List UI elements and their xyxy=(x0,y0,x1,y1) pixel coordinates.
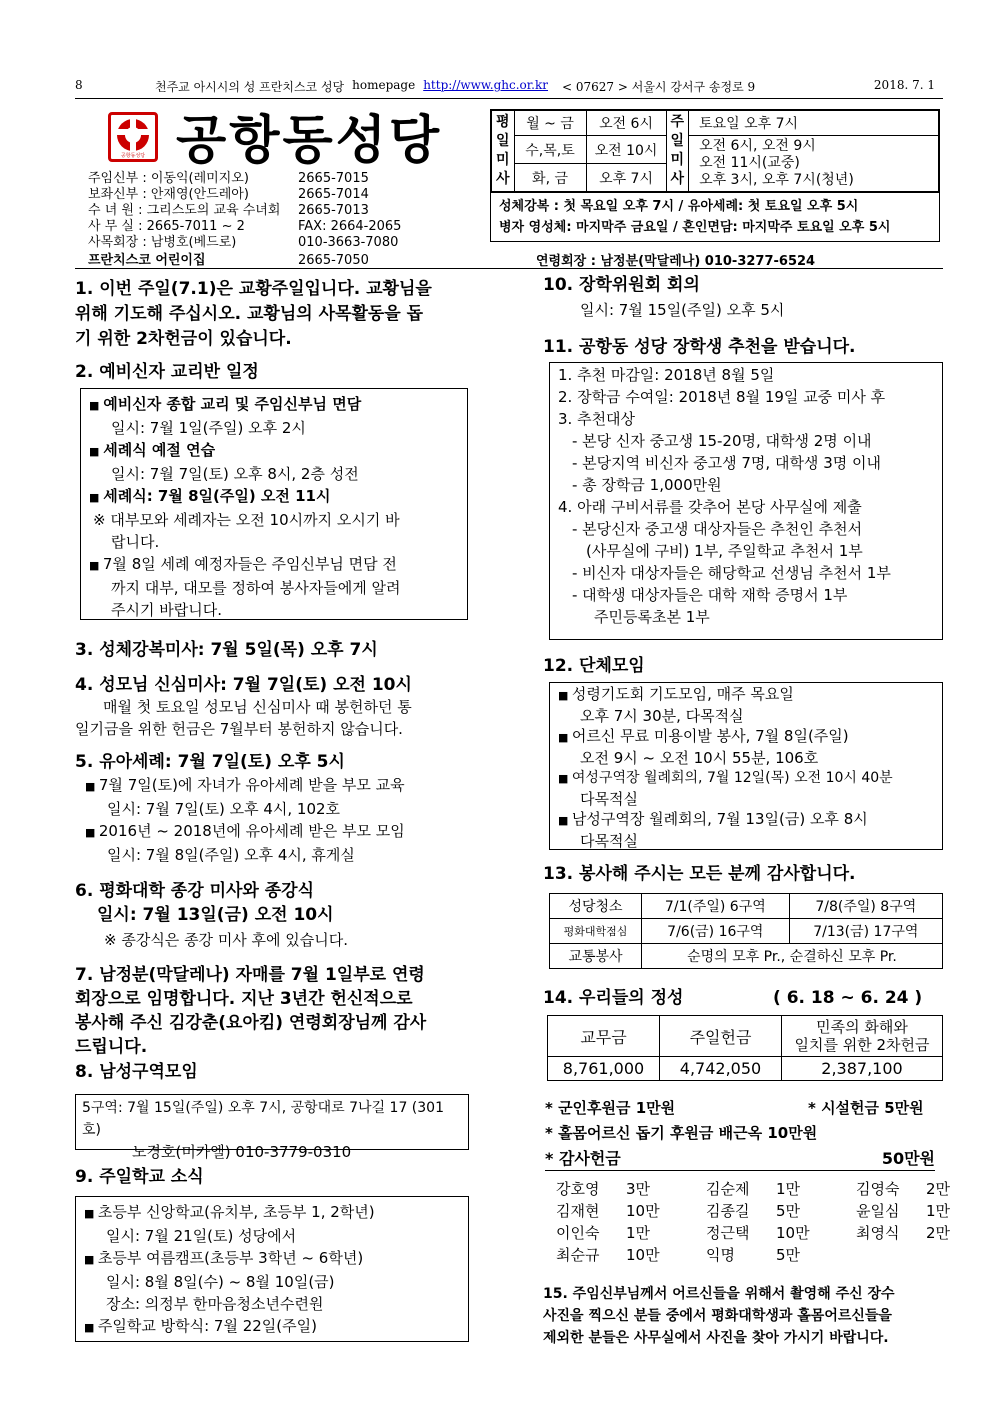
list-item: - 본당신자 중고생 대상자들은 추천인 추천서 xyxy=(572,520,863,538)
sacrament-info: 성체강복 : 첫 목요일 오후 7시 / 유아세례: 첫 토요일 오후 5시 병자 영성체: 마지막주 금요일 / 혼인면담: 마지막주 토요일 오후 5시 xyxy=(491,192,939,241)
table-row: 성당청소 7/1(주일) 6구역 7/8(주일) 8구역 xyxy=(550,894,943,919)
staff-row: 프란치스코 어린이집 2665-7050 xyxy=(88,253,369,268)
list-item: - 비신자 대상자들은 해당학교 선생님 추천서 1부 xyxy=(572,564,891,582)
section-11-box xyxy=(549,362,943,640)
section-1: 1. 이번 주일(7.1)은 교황주일입니다. 교황님을 위해 기도해 주십시오. 교황님의 사목활동을 돕 기 위한 2차헌금이 있습니다. xyxy=(75,279,432,349)
list-item: 다목적실 xyxy=(580,790,638,808)
list-item: 일시: 7월 21일(토) 성당에서 xyxy=(106,1227,297,1245)
staff-row: 수 녀 원 : 그리스도의 교육 수녀회 2665-7013 xyxy=(88,203,369,218)
staff-row: 보좌신부 : 안재영(안드레아) 2665-7014 xyxy=(88,187,369,202)
list-item: - 대학생 대상자들은 대학 재학 증명서 1부 xyxy=(572,586,848,604)
list-item: - 본당 신자 중고생 15-20명, 대학생 2명 이내 xyxy=(572,432,872,450)
mass-schedule xyxy=(490,109,940,242)
issue-date: 2018. 7. 1 xyxy=(873,78,935,92)
mass-time: 오전 10시 xyxy=(586,136,666,164)
weekday-mass-label: 평일미사 xyxy=(492,111,515,192)
staff-row: 사목회장 : 남병호(베드로) 010-3663-7080 xyxy=(88,235,399,250)
section-4-title: 4. 성모님 신심미사: 7월 7일(토) 오전 10시 xyxy=(75,675,412,695)
table-row: 평화대학점심 7/6(금) 16구역 7/13(금) 17구역 xyxy=(550,919,943,944)
list-item: ■ 주일학교 방학식: 7월 22일(주일) xyxy=(84,1315,460,1339)
page-number: 8 xyxy=(75,78,83,92)
section-13-title: 13. 봉사해 주시는 모든 분께 감사합니다. xyxy=(543,864,856,884)
section-14-period: ( 6. 18 ~ 6. 24 ) xyxy=(773,988,923,1008)
list-item: - 총 장학금 1,000만원 xyxy=(572,476,722,494)
section-6-note: ※ 종강식은 종강 미사 후에 있습니다. xyxy=(104,931,349,949)
list-item: ■ 세례식: 7월 8일(주일) 오전 11시 xyxy=(89,485,459,509)
list-item: ■ 초등부 여름캠프(초등부 3학년 ~ 6학년) xyxy=(84,1247,460,1271)
list-item: 장소: 의정부 한마음청소년수련원 xyxy=(106,1295,324,1313)
section-12-box xyxy=(549,682,943,850)
list-item: 주민등록초본 1부 xyxy=(594,608,710,626)
section-14-title: 14. 우리들의 정성 xyxy=(543,988,684,1008)
list-item: 2. 장학금 수여일: 2018년 8월 19일 교중 미사 후 xyxy=(558,388,886,406)
offering-table xyxy=(547,1015,943,1081)
staff-list xyxy=(88,171,401,269)
mass-day: 화, 금 xyxy=(514,164,586,192)
section-5-body: ■ 7월 7일(토)에 자녀가 유아세례 받을 부모 교육 일시: 7월 7일(토) 오후 4시, 102호 ■ 2016년 ~ 2018년에 유아세례 받은 부모 모임 일시: 7월 8일(주일) 오후 4시, 휴게실 xyxy=(85,774,485,866)
list-item: 일시: 7월 1일(주일) 오후 2시 xyxy=(111,419,306,437)
note-military: * 군인후원금 1만원 xyxy=(545,1099,676,1117)
table-row: 8,761,000 4,742,050 2,387,100 xyxy=(548,1057,943,1081)
list-item: - 본당지역 비신자 중고생 7명, 대학생 3명 이내 xyxy=(572,454,881,472)
masthead-rule xyxy=(75,268,943,269)
section-7: 7. 남정분(막달레나) 자매를 7월 1일부로 연령 회장으로 임명합니다. 지난 3년간 헌신적으로 봉사해 주신 김강춘(요아킴) 연령회장님께 감사 드립니다. xyxy=(75,965,427,1057)
list-item: ※ 대부모와 세례자는 오전 10시까지 오시기 바 xyxy=(93,511,400,529)
note-facility: * 시설헌금 5만원 xyxy=(808,1099,924,1117)
section-5-title: 5. 유아세례: 7월 7일(토) 오후 5시 xyxy=(75,752,345,772)
staff-row: 주임신부 : 이동익(레미지오) 2665-7015 xyxy=(88,171,369,186)
parish-logo: 공항동성당 xyxy=(108,112,158,162)
section-9-title: 9. 주일학교 소식 xyxy=(75,1167,204,1187)
section-4-body: 매월 첫 토요일 성모님 신심미사 때 봉헌하던 통 일기금을 위한 헌금은 7월부터 봉헌하지 않습니다. xyxy=(75,698,412,738)
staff-row: 사 무 실 : 2665-7011 ~ 2 FAX: 2664-2065 xyxy=(88,219,402,234)
list-item: 노경호(미카엘) 010-3779-0310 xyxy=(132,1143,352,1161)
section-3: 3. 성체강복미사: 7월 5일(목) 오후 7시 xyxy=(75,640,378,660)
list-item: 일시: 7월 7일(토) 오후 8시, 2층 성전 xyxy=(111,465,359,483)
list-item: (사무실에 구비) 1부, 주일학교 추천서 1부 xyxy=(586,542,863,560)
donor-list: 강호영 3만 김순제 1만 김영숙 2만 김재현 10만 김종길 5만 윤일심 1만 이인숙 1만 정근택 10만 최영식 2만 최순규 10만 익명 5만 xyxy=(556,1180,951,1264)
section-10-body: 일시: 7월 15일(주일) 오후 5시 xyxy=(580,301,785,319)
homepage-label: homepage xyxy=(352,78,416,92)
note-elderly: * 홀몸어르신 돕기 후원금 배근옥 10만원 xyxy=(545,1124,818,1142)
volunteer-table xyxy=(549,893,943,969)
list-item: 일시: 8월 8일(수) ~ 8월 10일(금) xyxy=(106,1273,335,1291)
thanks-offering: * 감사헌금 50만원 xyxy=(545,1148,935,1171)
section-2-box xyxy=(80,388,468,620)
sunday-mass-label: 주일미사 xyxy=(666,111,689,192)
section-6-title: 6. 평화대학 종강 미사와 종강식 xyxy=(75,881,315,901)
list-item: 5구역: 7월 15일(주일) 오후 7시, 공항대로 7나길 17 (301호) xyxy=(82,1100,444,1138)
org-name: 천주교 아시시의 성 프란치스코 성당 xyxy=(155,80,345,94)
list-item: 랍니다. xyxy=(111,533,160,551)
address: < 07627 > 서울시 강서구 송정로 9 xyxy=(562,80,756,94)
parish-title: 공항동성당 xyxy=(176,111,443,171)
list-item: ■ 초등부 신앙학교(유치부, 초등부 1, 2학년) xyxy=(84,1201,460,1225)
list-item: ■ 남성구역장 월례회의, 7월 13일(금) 오후 8시 xyxy=(558,809,934,831)
section-10-title: 10. 장학위원회 회의 xyxy=(543,275,700,295)
list-item: 4. 아래 구비서류를 갖추어 본당 사무실에 제출 xyxy=(558,498,862,516)
yeonhap-contact: 연령회장 : 남정분(막달레나) 010-3277-6524 xyxy=(536,254,816,269)
list-item: 오전 9시 ~ 오전 10시 55분, 106호 xyxy=(580,749,819,767)
table-row: 교무금 주일헌금 민족의 화해와 일치를 위한 2차헌금 xyxy=(548,1016,943,1057)
table-row: 교통봉사 순명의 모후 Pr., 순결하신 모후 Pr. xyxy=(550,944,943,969)
list-item: 오후 7시 30분, 다목적실 xyxy=(580,707,744,725)
section-6-time: 일시: 7월 13일(금) 오전 10시 xyxy=(97,905,334,925)
list-item: ■ 세례식 예절 연습 xyxy=(89,439,459,463)
section-9-box xyxy=(75,1196,469,1342)
section-15: 15. 주임신부님께서 어르신들을 위해서 촬영해 주신 장수 사진을 찍으신 분들 중에서 평화대학생과 홀몸어르신들을 제외한 분들은 사무실에서 사진을 찾아 가시기 바랍니다. xyxy=(543,1286,895,1346)
list-item: ■ 여성구역장 월례회의, 7월 12일(목) 오전 10시 40분 xyxy=(558,768,934,789)
mass-day: 월 ~ 금 xyxy=(514,111,586,136)
section-12-title: 12. 단체모임 xyxy=(543,656,645,676)
list-item: ■ 예비신자 종합 교리 및 주임신부님 면담 xyxy=(89,393,459,417)
mass-time: 오후 7시 xyxy=(586,164,666,192)
section-8-title: 8. 남성구역모임 xyxy=(75,1062,198,1082)
mass-time: 오전 6시 xyxy=(586,111,666,136)
list-item: ■ 어르신 무료 미용이발 봉사, 7월 8일(주일) xyxy=(558,726,934,748)
list-item: 까지 대부, 대모를 정하여 봉사자들에게 알려 xyxy=(111,579,401,597)
list-item: 주시기 바랍니다. xyxy=(111,601,222,619)
list-item: 3. 추천대상 xyxy=(558,410,636,428)
mass-day: 수,목,토 xyxy=(514,136,586,164)
list-item: ■ 7월 8일 세례 예정자들은 주임신부님 면담 전 xyxy=(89,553,459,577)
sunday-time: 토요일 오후 7시 xyxy=(689,111,939,136)
sunday-times: 오전 6시, 오전 9시 오전 11시(교중) 오후 3시, 오후 7시(청년) xyxy=(689,136,939,192)
homepage-link[interactable]: http://www.ghc.or.kr xyxy=(423,78,549,92)
section-11-title: 11. 공항동 성당 장학생 추천을 받습니다. xyxy=(543,337,856,357)
list-item: 다목적실 xyxy=(580,832,638,850)
page-header xyxy=(75,78,935,95)
list-item: ■ 성령기도회 기도모임, 매주 목요일 xyxy=(558,684,934,706)
list-item: 1. 추천 마감일: 2018년 8월 5일 xyxy=(558,366,775,384)
section-2-title: 2. 예비신자 교리반 일정 xyxy=(75,362,259,382)
section-8-box xyxy=(75,1094,469,1161)
